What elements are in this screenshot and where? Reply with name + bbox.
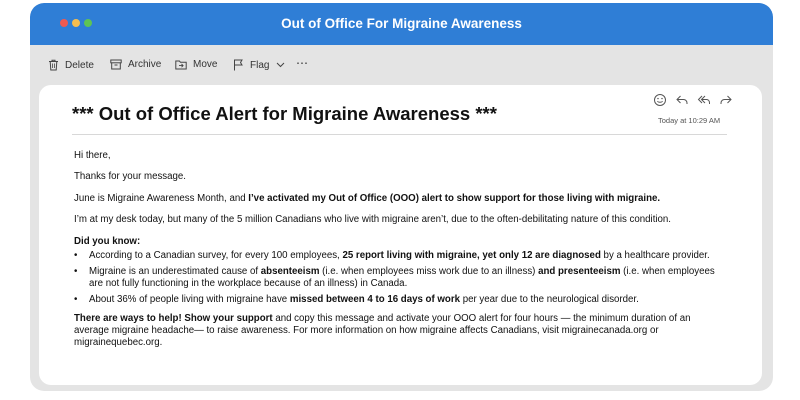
- flag-icon: [233, 59, 244, 71]
- closing-text: and copy this message and activate your OOO alert for four hours — the minimum duration of an average migraine headache— to raise awareness. For more information on how migraine affects Canadians, visit migrainecanada.org or migrainequebec.org.: [74, 312, 691, 348]
- greeting: Hi there,: [74, 150, 111, 161]
- archive-label: Archive: [128, 59, 162, 70]
- archive-button[interactable]: [110, 59, 161, 70]
- desk-paragraph: I’m at my desk today, but many of the 5 million Canadians who live with migraine aren’t, due to the often-debilitating nature of this condition.: [74, 214, 672, 226]
- closing-paragraph: [74, 313, 724, 350]
- emoji-react-icon[interactable]: [653, 93, 667, 107]
- toolbar: [30, 45, 773, 85]
- title-bar: [30, 3, 773, 45]
- header-divider: [72, 134, 727, 135]
- delete-button[interactable]: [48, 59, 94, 71]
- reply-all-icon[interactable]: [697, 93, 711, 107]
- awareness-text: June is Migraine Awareness Month, and: [74, 192, 249, 204]
- list-item: • About 36% of people living with migraine have missed between 4 to 16 days of work per year due to the neurological disorder.: [74, 294, 724, 306]
- archive-icon: [110, 59, 122, 70]
- awareness-paragraph: [74, 193, 724, 205]
- email-body: [74, 150, 724, 358]
- move-label: Move: [193, 59, 218, 70]
- flag-label: Flag: [250, 59, 270, 71]
- facts-list: [74, 250, 724, 307]
- flag-button[interactable]: [233, 59, 285, 71]
- message-pane: [39, 85, 762, 385]
- trash-icon: [48, 59, 59, 71]
- window-title: Out of Office For Migraine Awareness: [281, 16, 522, 31]
- message-actions: [653, 93, 733, 107]
- more-options-button[interactable]: ⋯: [296, 56, 309, 70]
- thanks-line: Thanks for your message.: [74, 171, 186, 183]
- move-folder-icon: [175, 59, 187, 70]
- delete-label: Delete: [65, 59, 94, 71]
- reply-icon[interactable]: [675, 93, 689, 107]
- did-you-know-heading: Did you know:: [74, 235, 141, 247]
- list-item: • According to a Canadian survey, for every 100 employees, 25 report living with migraine, yet only 12 are diagnosed by a healthcare provider.: [74, 250, 724, 262]
- mail-window: [30, 3, 773, 391]
- move-button[interactable]: [175, 59, 217, 70]
- email-timestamp: Today at 10:29 AM: [658, 116, 721, 125]
- awareness-bold: I’ve activated my Out of Office (OOO) alert to show support for those living with migraine.: [248, 192, 661, 204]
- email-subject: *** Out of Office Alert for Migraine Awareness ***: [72, 103, 497, 124]
- chevron-down-icon[interactable]: [276, 62, 285, 68]
- list-item: • Migraine is an underestimated cause of absenteeism (i.e. when employees miss work due to an illness) and presenteeism (i.e. when employees are not fully functioning in the workplace because of an illness) in Canada.: [74, 266, 724, 290]
- forward-icon[interactable]: [719, 93, 733, 107]
- closing-bold: There are ways to help! Show your support: [74, 312, 273, 324]
